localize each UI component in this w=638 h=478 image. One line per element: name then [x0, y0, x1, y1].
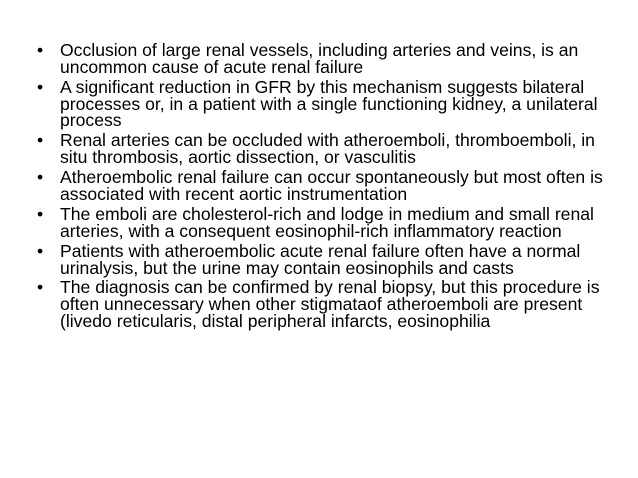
- bullet-item: [37, 42, 622, 76]
- bullet-list: [37, 42, 622, 333]
- bullet-text: The emboli are cholesterol-rich and lodge in medium and small renal arteries, with a consequent eosinophil-rich inflammatory reaction: [60, 203, 594, 241]
- bullet-item: [37, 169, 622, 203]
- bullet-text: Atheroembolic renal failure can occur spontaneously but most often is associated with recent aortic instrumentation: [60, 167, 603, 204]
- bullet-item: [37, 76, 622, 131]
- bullet-text: A significant reduction in GFR by this mechanism suggests bilateral processes or, in a patient with a single functioning kidney, a unilateral process: [60, 76, 598, 131]
- bullet-text: Patients with atheroembolic acute renal failure often have a normal urinalysis, but the urine may contain eosinophils and casts: [60, 240, 581, 278]
- bullet-item: [37, 132, 622, 166]
- bullet-dot-icon: •: [37, 130, 44, 151]
- bullet-dot-icon: •: [37, 167, 44, 188]
- bullet-dot-icon: •: [37, 277, 44, 298]
- bullet-text: Renal arteries can be occluded with atheroemboli, thromboemboli, in situ thrombosis, aortic dissection, or vasculitis: [60, 130, 595, 168]
- bullet-dot-icon: •: [37, 240, 44, 261]
- bullet-item: [37, 277, 622, 332]
- bullet-dot-icon: •: [37, 40, 44, 60]
- bullet-dot-icon: •: [37, 203, 44, 224]
- bullet-dot-icon: •: [37, 76, 44, 97]
- bullet-item: [37, 240, 622, 278]
- bullet-text: The diagnosis can be confirmed by renal biopsy, but this procedure is often unnecessary when other stigmataof atheroemboli are present (livedo reticularis, distal peripheral infarcts, eosinophilia: [60, 277, 600, 332]
- bullet-text: Occlusion of large renal vessels, including arteries and veins, is an uncommon cause of acute renal failure: [60, 40, 579, 77]
- bullet-item: [37, 203, 622, 241]
